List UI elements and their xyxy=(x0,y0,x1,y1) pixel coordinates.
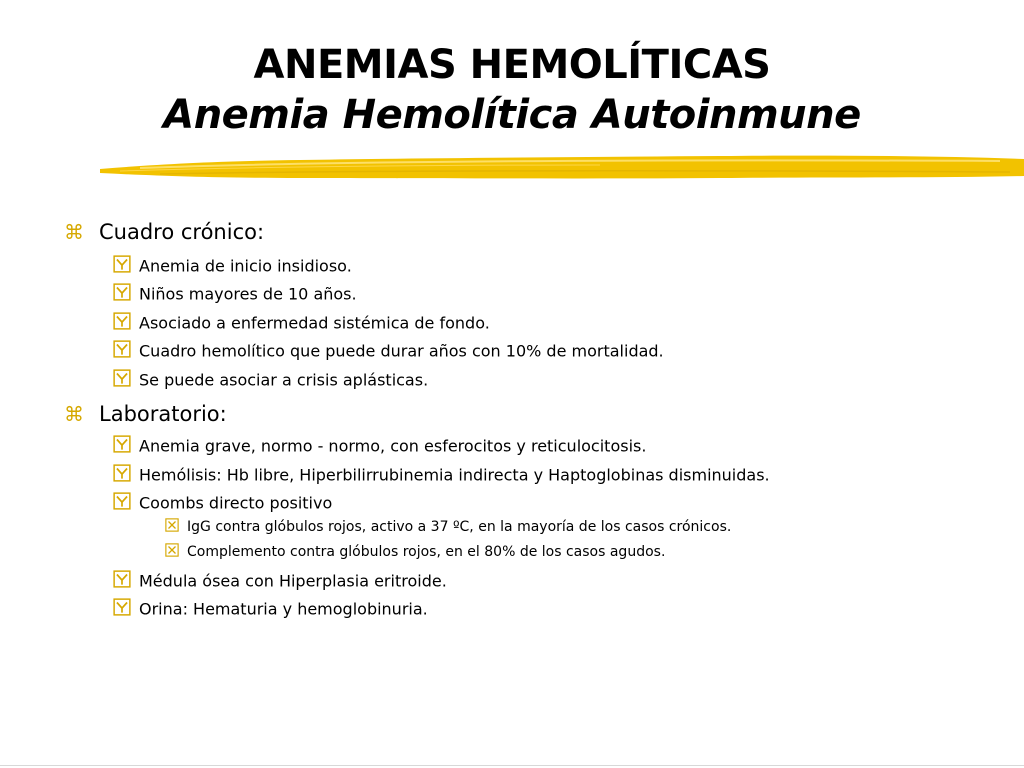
outline-item-level-3 xyxy=(165,543,665,561)
command-icon: ⌘ xyxy=(64,402,84,426)
outline-item-text: Niños mayores de 10 años. xyxy=(139,284,357,304)
footer-divider xyxy=(0,765,1024,766)
checkbox-x-icon xyxy=(165,543,179,561)
outline-item-text: Hemólisis: Hb libre, Hiperbilirrubinemia indirecta y Haptoglobinas disminuidas. xyxy=(139,465,770,485)
outline-item-text: Complemento contra glóbulos rojos, en el 80% de los casos agudos. xyxy=(187,544,666,560)
checkbox-y-icon xyxy=(113,340,131,362)
checkbox-y-icon xyxy=(113,492,131,514)
outline-item-level-2 xyxy=(113,283,357,305)
outline-item-level-3 xyxy=(165,518,731,536)
checkbox-y-icon xyxy=(113,570,131,592)
outline-item-text: Asociado a enfermedad sistémica de fondo. xyxy=(139,313,490,333)
outline-item-text: Orina: Hematuria y hemoglobinuria. xyxy=(139,599,428,619)
outline-item-text: IgG contra glóbulos rojos, activo a 37 ºC, en la mayoría de los casos crónicos. xyxy=(187,519,732,535)
checkbox-y-icon xyxy=(113,255,131,277)
checkbox-y-icon xyxy=(113,598,131,620)
outline-item-text: Coombs directo positivo xyxy=(139,493,333,513)
outline-item-text: Se puede asociar a crisis aplásticas. xyxy=(139,370,429,390)
outline-item-text: Laboratorio: xyxy=(99,402,227,426)
outline-item-level-2 xyxy=(113,492,332,514)
outline-item-level-2 xyxy=(113,255,352,277)
checkbox-y-icon xyxy=(113,283,131,305)
outline-item-level-2 xyxy=(113,312,490,334)
outline-item-text: Cuadro crónico: xyxy=(99,220,265,244)
checkbox-y-icon xyxy=(113,464,131,486)
outline-item-text: Cuadro hemolítico que puede durar años con 10% de mortalidad. xyxy=(139,341,664,361)
command-icon: ⌘ xyxy=(64,220,84,244)
outline-item-text: Anemia de inicio insidioso. xyxy=(139,256,352,276)
outline-item-level-1 xyxy=(64,401,227,426)
checkbox-y-icon xyxy=(113,435,131,457)
outline-item-level-2 xyxy=(113,369,428,391)
outline-item-text: Anemia grave, normo - normo, con esferocitos y reticulocitosis. xyxy=(139,436,647,456)
checkbox-x-icon xyxy=(165,518,179,536)
outline-item-text: Médula ósea con Hiperplasia eritroide. xyxy=(139,571,447,591)
outline-item-level-2 xyxy=(113,570,447,592)
outline-item-level-1 xyxy=(64,219,264,244)
outline-item-level-2 xyxy=(113,598,428,620)
outline-item-level-2 xyxy=(113,435,646,457)
checkbox-y-icon xyxy=(113,369,131,391)
checkbox-y-icon xyxy=(113,312,131,334)
outline-item-level-2 xyxy=(113,340,664,362)
title-main: ANEMIAS HEMOLÍTICAS xyxy=(253,42,771,88)
title-subtitle: Anemia Hemolítica Autoinmune xyxy=(163,92,861,138)
outline-item-level-2 xyxy=(113,464,770,486)
